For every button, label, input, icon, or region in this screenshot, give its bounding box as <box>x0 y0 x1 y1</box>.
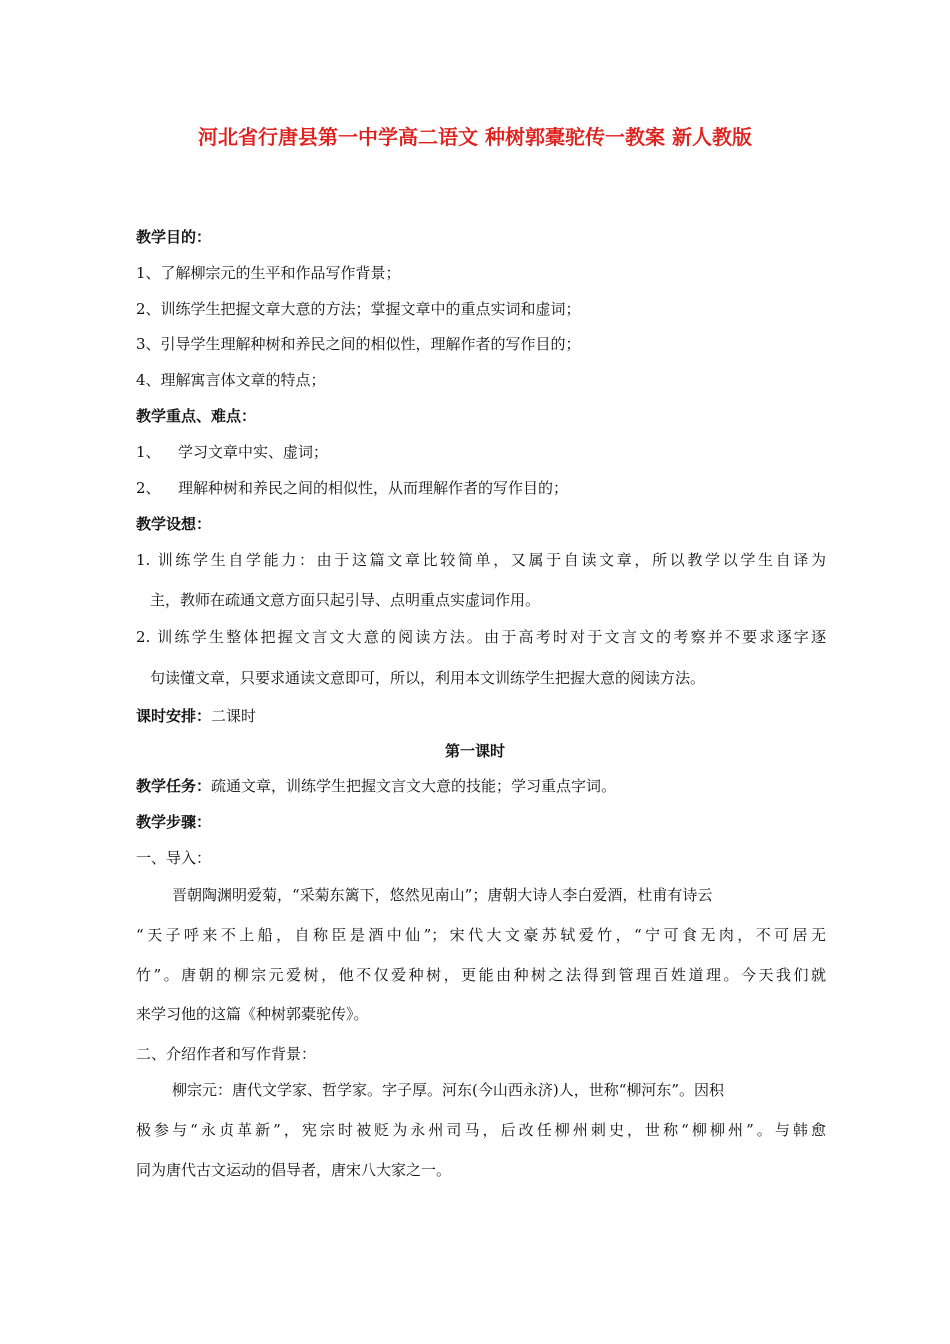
task-value: 疏通文章，训练学生把握文言文大意的技能；学习重点字词。 <box>211 777 617 795</box>
section-2-line-3: 同为唐代古文运动的倡导者，唐宋八大家之一。 <box>136 1161 452 1179</box>
schedule-line <box>136 705 826 727</box>
section-1-line-1: 晋朝陶渊明爱菊，“采菊东篱下，悠然见南山”；唐朝大诗人李白爱酒，杜甫有诗云 <box>172 886 713 904</box>
design-item-1-line-2: 主，教师在疏通文意方面只起引导、点明重点实虚词作用。 <box>150 591 541 609</box>
list-text: 理解种树和养民之间的相似性，从而理解作者的写作目的； <box>178 479 569 497</box>
section-1-line-4: 来学习他的这篇《种树郭橐驼传》。 <box>136 1005 369 1023</box>
objective-item-2: 2、训练学生把握文章大意的方法；掌握文章中的重点实词和虚词； <box>136 300 581 318</box>
design-item-1-line-1: 1. 训练学生自学能力：由于这篇文章比较简单，又属于自读文章，所以教学以学生自译为 <box>136 551 826 569</box>
document-title: 河北省行唐县第一中学高二语文 种树郭橐驼传一教案 新人教版 <box>198 125 752 149</box>
lesson-title: 第一课时 <box>444 742 505 760</box>
design-item-2-line-1: 2. 训练学生整体把握文言文大意的阅读方法。由于高考时对于文言文的考察并不要求逐字逐 <box>136 628 826 646</box>
section-1-line-2: “天子呼来不上船，自称臣是酒中仙”；宋代大文豪苏轼爱竹，“宁可食无肉，不可居无 <box>136 926 826 944</box>
key-point-item-2 <box>136 477 826 499</box>
key-points-heading: 教学重点、难点： <box>136 407 257 425</box>
list-text: 学习文章中实、虚词； <box>178 443 329 461</box>
section-2-line-1: 柳宗元：唐代文学家、哲学家。字子厚。河东(今山西永济)人，世称“柳河东”。因积 <box>172 1081 725 1099</box>
task-label: 教学任务： <box>136 777 212 795</box>
list-number: 2、 <box>136 479 161 497</box>
objective-item-3: 3、引导学生理解种树和养民之间的相似性，理解作者的写作目的； <box>136 335 581 353</box>
section-1-heading: 一、导入： <box>136 849 212 867</box>
objective-item-4: 4、理解寓言体文章的特点； <box>136 371 326 389</box>
key-point-item-1 <box>136 441 826 463</box>
design-item-2-line-2: 句读懂文章，只要求通读文意即可，所以，利用本文训练学生把握大意的阅读方法。 <box>150 669 706 687</box>
steps-heading: 教学步骤： <box>136 813 212 831</box>
section-2-line-2: 极参与“永贞革新”，宪宗时被贬为永州司马，后改任柳州刺史，世称“柳柳州”。与韩愈 <box>136 1121 826 1139</box>
list-number: 1、 <box>136 443 161 461</box>
section-1-line-3: 竹”。唐朝的柳宗元爱树，他不仅爱种树，更能由种树之法得到管理百姓道理。今天我们就 <box>136 966 826 984</box>
objectives-heading: 教学目的： <box>136 228 212 246</box>
design-heading: 教学设想： <box>136 515 212 533</box>
schedule-label: 课时安排： <box>136 707 212 725</box>
section-2-heading: 二、介绍作者和写作背景： <box>136 1045 317 1063</box>
task-line <box>136 775 826 797</box>
schedule-value: 二课时 <box>211 707 257 725</box>
objective-item-1: 1、了解柳宗元的生平和作品写作背景； <box>136 264 401 282</box>
